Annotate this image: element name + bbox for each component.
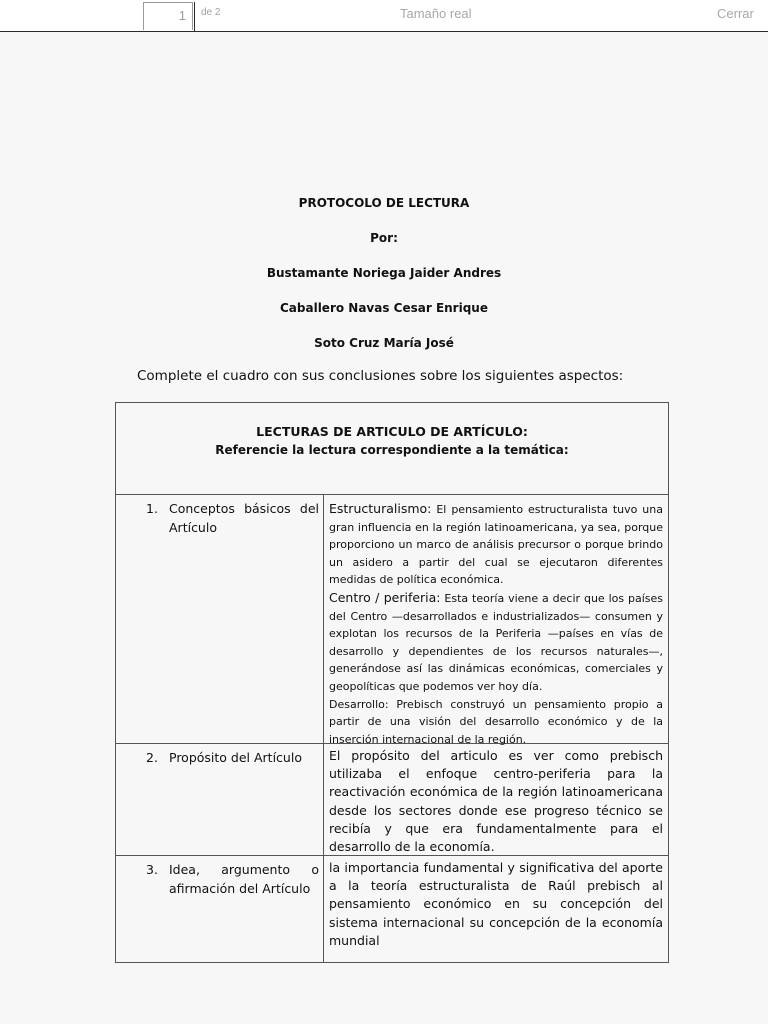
document-page <box>0 32 768 1024</box>
doc-by-label: Por: <box>370 231 398 245</box>
concept-lead: Estructuralismo: <box>329 501 432 516</box>
row-number: 3. <box>146 862 158 877</box>
page-number-value[interactable]: 1 <box>178 8 186 23</box>
intro-text: Complete el cuadro con sus conclusiones sobre los siguientes aspectos: <box>137 368 624 384</box>
table-header <box>116 403 668 495</box>
real-size-button[interactable]: Tamaño real <box>400 6 472 21</box>
table-row-content <box>329 859 663 950</box>
concept-text: Esta teoría viene a decir que los países del Centro —desarrollados e industrializados— consumen y explotan los recursos de la Periferia —países en vías de desarrollo y dependientes de los recursos naturales—, generándose así las dinámicas económicas, comerciales y geopolíticas que podemos ver hoy día. <box>329 591 663 693</box>
concept-lead: Centro / periferia: <box>329 589 441 605</box>
author-1: Bustamante Noriega Jaider Andres <box>266 266 502 280</box>
row-label: Idea, argumento o afirmación del Artículo <box>169 862 319 896</box>
viewer-toolbar <box>0 0 768 32</box>
row-label: Propósito del Artículo <box>169 750 302 765</box>
table-header-subtitle: Referencie la lectura correspondiente a la temática: <box>215 443 569 457</box>
concept-paragraph <box>329 500 663 589</box>
page-number-input[interactable] <box>143 2 193 30</box>
author-3: Soto Cruz María José <box>314 336 454 350</box>
concept-paragraph <box>329 589 663 696</box>
idea-text: la importancia fundamental y significativa del aporte a la teoría estructuralista de Raúl prebisch al pensamiento económico en su concepción del sistema internacional su concepción de la economía mundial <box>329 860 663 948</box>
toolbar-divider <box>194 2 195 31</box>
table-header-title: LECTURAS DE ARTICULO DE ARTÍCULO: <box>256 424 528 439</box>
concept-text: Desarrollo: Prebisch construyó un pensamiento propio a partir de una visión del desarrollo económico y de la inserción internacional de la región. <box>329 697 663 746</box>
table-row-content <box>329 500 663 748</box>
concept-text: El pensamiento estructuralista tuvo una gran influencia en la región latinoamericana, ya sea, porque proporciono un marco de análisis precursor o porque brindo un asidero a partir del cual se ejecutaron diferentes medidas de política económica. <box>329 503 663 587</box>
table-row-content <box>329 747 663 856</box>
page-total-label: de 2 <box>201 7 221 18</box>
purpose-text: El propósito del articulo es ver como prebisch utilizaba el enfoque centro-periferia para la reactivación económica de la región latinoamericana desde los sectores donde ese progreso técnico se recibía y que era fundamentalmente para el desarrollo de la economía. <box>329 748 663 855</box>
close-button[interactable]: Cerrar <box>717 6 754 21</box>
row-number: 2. <box>146 750 158 765</box>
doc-title: PROTOCOLO DE LECTURA <box>298 196 470 210</box>
column-divider <box>323 495 324 962</box>
reading-table <box>115 402 669 963</box>
author-2: Caballero Navas Cesar Enrique <box>279 301 488 315</box>
row-label: Conceptos básicos del Artículo <box>169 501 319 535</box>
concept-paragraph <box>329 696 663 749</box>
row-number: 1. <box>146 501 158 516</box>
